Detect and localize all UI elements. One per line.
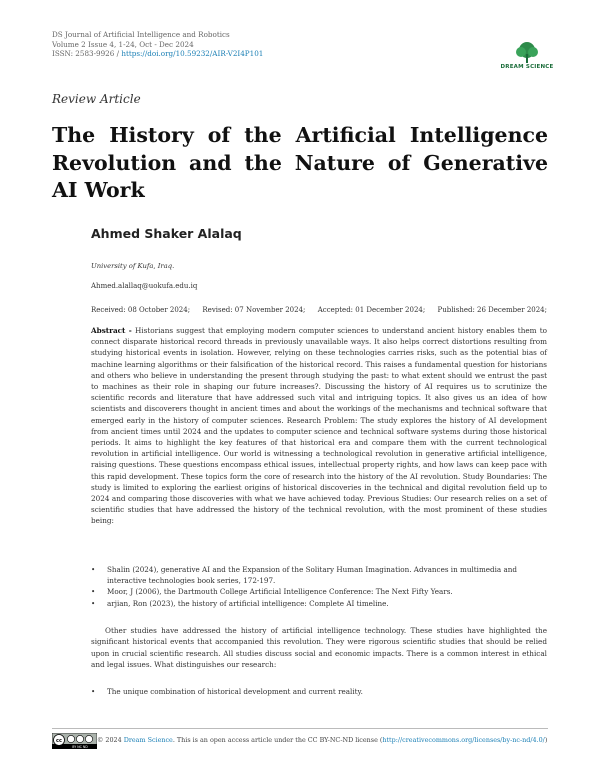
list-item: • arjian, Ron (2023), the history of artificial intelligence: Complete AI timeline. bbox=[91, 598, 547, 609]
cc-sub-text: BY NC ND bbox=[72, 745, 88, 749]
received-date: Received: 08 October 2024; bbox=[91, 306, 191, 314]
tree-icon bbox=[496, 40, 558, 64]
license-close: ) bbox=[544, 736, 548, 744]
article-type: Review Article bbox=[52, 92, 141, 106]
affiliation: University of Kufa, Iraq. bbox=[91, 262, 175, 270]
cc-license-icon[interactable] bbox=[52, 733, 97, 749]
abstract bbox=[91, 325, 547, 527]
journal-name: DS Journal of Artificial Intelligence and Robotics bbox=[52, 30, 230, 39]
journal-volume: Volume 2 Issue 4, 1-24, Oct - Dec 2024 bbox=[52, 39, 194, 49]
cc-text: cc bbox=[56, 738, 62, 744]
author-name: Ahmed Shaker Alalaq bbox=[91, 226, 242, 241]
list-item-text: The unique combination of historical development and current reality. bbox=[107, 687, 363, 696]
article-dates bbox=[91, 306, 547, 314]
accepted-date: Accepted: 01 December 2024; bbox=[317, 306, 426, 314]
abstract-text: Historians suggest that employing modern computer sciences to understand ancient history enables them to connect disparate historical record threads in previously unavailable ways. It also helps correct distortions resulting from studying historical events in isolation. However, relying on these technologies carries risks, such as the potential bias of machine learning algorithms or their falsification of the historical record. This raises a fundamental question for historians and others who believe in understanding the present through studying the past: to what extent should we entrust the past to machines as their role in shaping our future increases?. Discussing the history of AI requires us to scrutinize the scientific records and literature that have addressed such vital and intriguing topics. It also gives us an idea of how scientists and discoverers thought in ancient times and about the workings of the mechanisms and technical software that emerged early in the history of computer sciences. Research Problem: The study explores the history of AI development from ancient times until 2024 and the updates to computer science and technical software systems during those historical periods. It aims to highlight the key features of that historical era and compare them with the current technological revolution in artificial intelligence. Our world is witnessing a technological revolution in generative artificial intelligence, raising questions. These questions encompass ethical issues, intellectual property rights, and how laws can keep pace with this rapid development. These topics form the core of research into the history of the AI revolution. Study Boundaries: The study is limited to exploring the earliest origins of historical discoveries in the technical and digital revolution field up to 2024 and comparing those discoveries with what we have achieved today. Previous Studies: Our research relies on a set of scientific studies that have addressed the history of the technical revolution, with the most prominent of these studies being: bbox=[91, 326, 547, 526]
journal-info bbox=[52, 30, 263, 59]
reference-list bbox=[91, 564, 547, 609]
issn-doi-separator: / bbox=[114, 49, 122, 59]
publisher-link[interactable]: Dream Science bbox=[123, 736, 173, 744]
bullet-icon: • bbox=[91, 687, 96, 696]
license-text: . This is an open access article under the CC BY-NC-ND license ( bbox=[172, 736, 383, 744]
copyright: © 2024 bbox=[97, 736, 124, 744]
list-item: • Shalin (2024), generative AI and the Expansion of the Solitary Human Imagination. Advances in multimedia and interactive technologies book series, 172-197. bbox=[91, 564, 547, 586]
revised-date: Revised: 07 November 2024; bbox=[202, 306, 306, 314]
license-link[interactable]: http://creativecommons.org/licenses/by-nc-nd/4.0/ bbox=[382, 736, 545, 744]
footer-divider bbox=[52, 728, 548, 729]
list-item: • Moor, J (2006), the Dartmouth College Artificial Intelligence Conference: The Next Fifty Years. bbox=[91, 586, 547, 597]
doi-link[interactable]: https://doi.org/10.59232/AIR-V2I4P101 bbox=[121, 49, 264, 59]
dream-science-logo bbox=[496, 40, 558, 74]
journal-issn-doi bbox=[52, 49, 263, 59]
license-footer bbox=[97, 736, 547, 744]
abstract-label: Abstract - bbox=[91, 326, 132, 335]
paper-title: The History of the Artificial Intelligence Revolution and the Nature of Generative AI Work bbox=[52, 123, 548, 202]
body-paragraph: Other studies have addressed the history of artificial intelligence technology. These studies have highlighted the significant historical events that accompanied this revolution. They were rigorous scientific studies that should be relied upon in crucial scientific research. All studies discuss social and economic impacts. There is a common interest in ethical and legal issues. What distinguishes our research: bbox=[91, 626, 547, 669]
author-email[interactable]: Ahmed.alallaq@uokufa.edu.iq bbox=[91, 282, 198, 290]
issn: ISSN: 2583-9926 bbox=[52, 49, 115, 59]
published-date: Published: 26 December 2024; bbox=[437, 306, 547, 314]
logo-text: DREAM SCIENCE bbox=[500, 64, 554, 70]
